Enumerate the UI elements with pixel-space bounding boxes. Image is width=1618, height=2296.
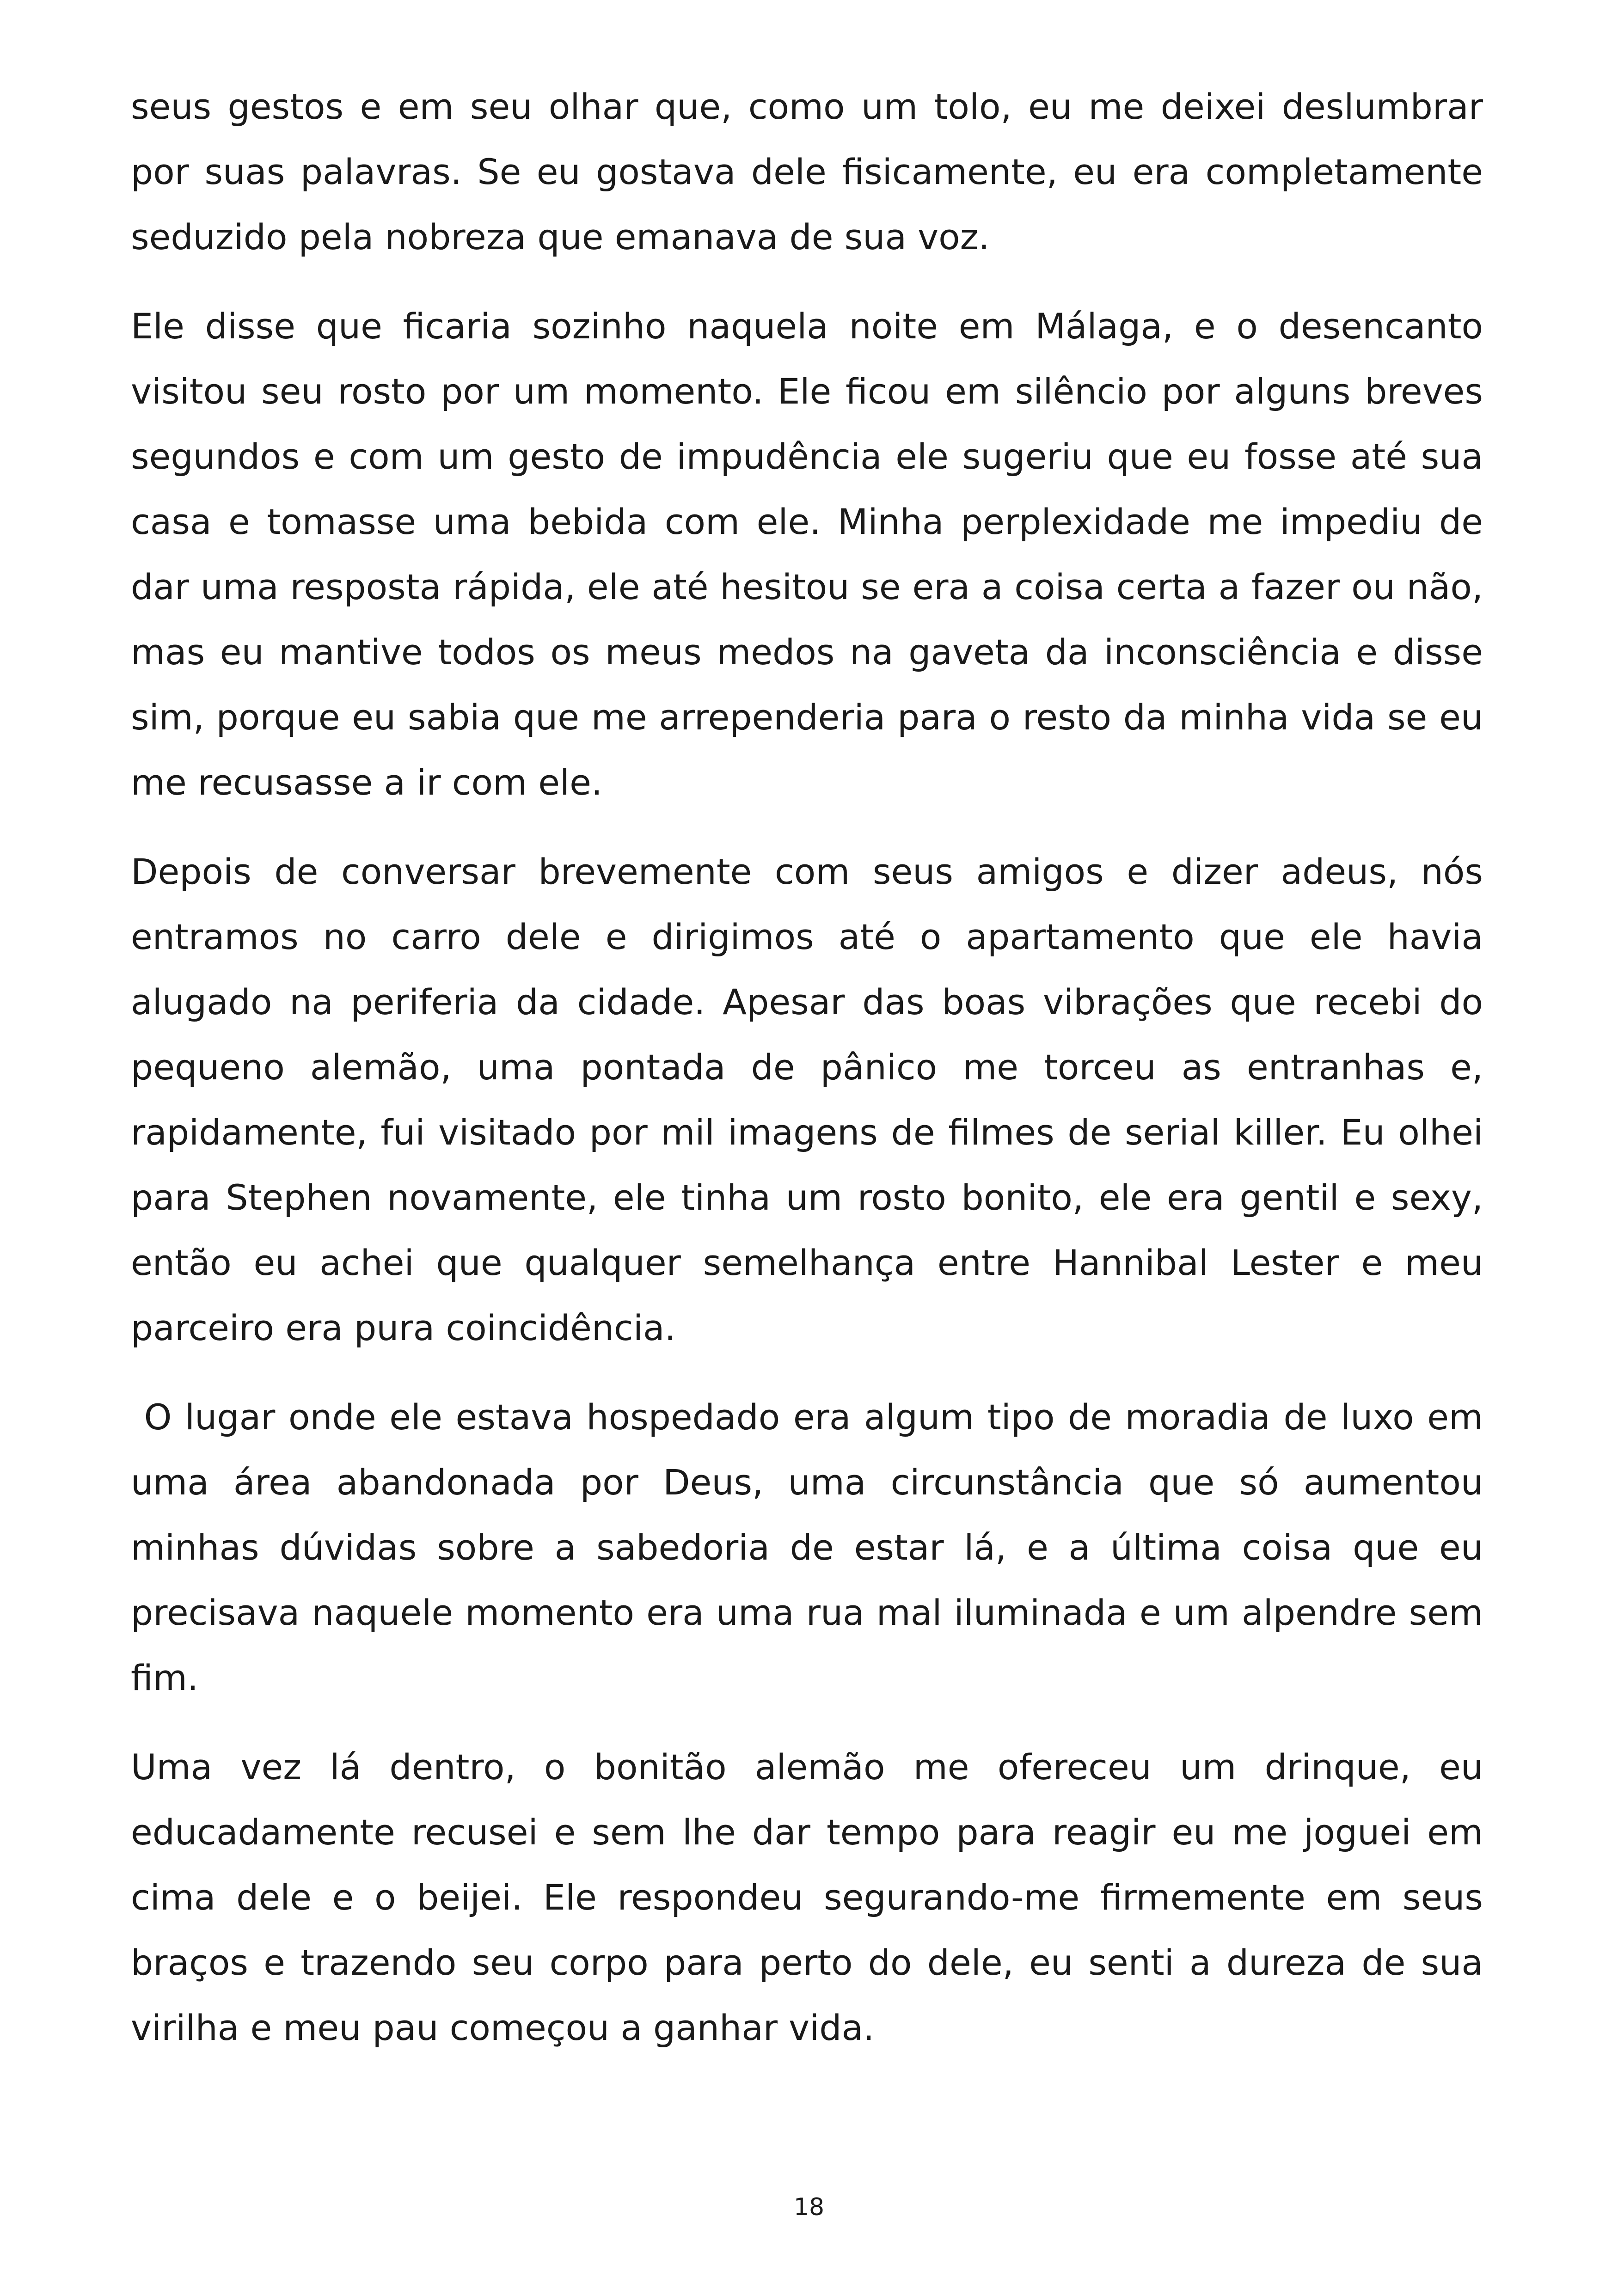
paragraph: O lugar onde ele estava hospedado era algum tipo de moradia de luxo em uma área abandonada por Deus, uma circunstância que só aumentou minhas dúvidas sobre a sabedoria de estar lá, e a última coisa que eu precisava naquele momento era uma rua mal iluminada e um alpendre sem fim. bbox=[131, 1396, 1495, 1698]
paragraph: Depois de conversar brevemente com seus amigos e dizer adeus, nós entramos no carro dele e dirigimos até o apartamento que ele havia alugado na periferia da cidade. Apesar das boas vibrações que recebi do pequeno alemão, uma pontada de pânico me torceu as entranhas e, rapidamente, fui visitado por mil imagens de filmes de serial killer. Eu olhei para Stephen novamente, ele tinha um rosto bonito, ele era gentil e sexy, então eu achei que qualquer semelhança entre Hannibal Lester e meu parceiro era pura coincidência. bbox=[131, 851, 1483, 1348]
paragraph: seus gestos e em seu olhar que, como um tolo, eu me deixei deslumbrar por suas palavras. Se eu gostava dele fisicamente, eu era completamente seduzido pela nobreza que emanava de sua voz. bbox=[131, 86, 1483, 257]
page-number: 18 bbox=[793, 2193, 825, 2221]
paragraph: Ele disse que ficaria sozinho naquela noite em Málaga, e o desencanto visitou seu rosto por um momento. Ele ficou em silêncio por alguns breves segundos e com um gesto de impudência ele sugeriu que eu fosse até sua casa e tomasse uma bebida com ele. Minha perplexidade me impediu de dar uma resposta rápida, ele até hesitou se era a coisa certa a fazer ou não, mas eu mantive todos os meus medos na gaveta da inconsciência e disse sim, porque eu sabia que me arrependeria para o resto da minha vida se eu me recusasse a ir com ele. bbox=[131, 306, 1483, 803]
paragraph: Uma vez lá dentro, o bonitão alemão me ofereceu um drinque, eu educadamente recusei e sem lhe dar tempo para reagir eu me joguei em cima dele e o beijei. Ele respondeu segurando-me firmemente em seus braços e trazendo seu corpo para perto do dele, eu senti a dureza de sua virilha e meu pau começou a ganhar vida. bbox=[131, 1746, 1483, 2048]
body-text bbox=[131, 74, 1495, 2084]
